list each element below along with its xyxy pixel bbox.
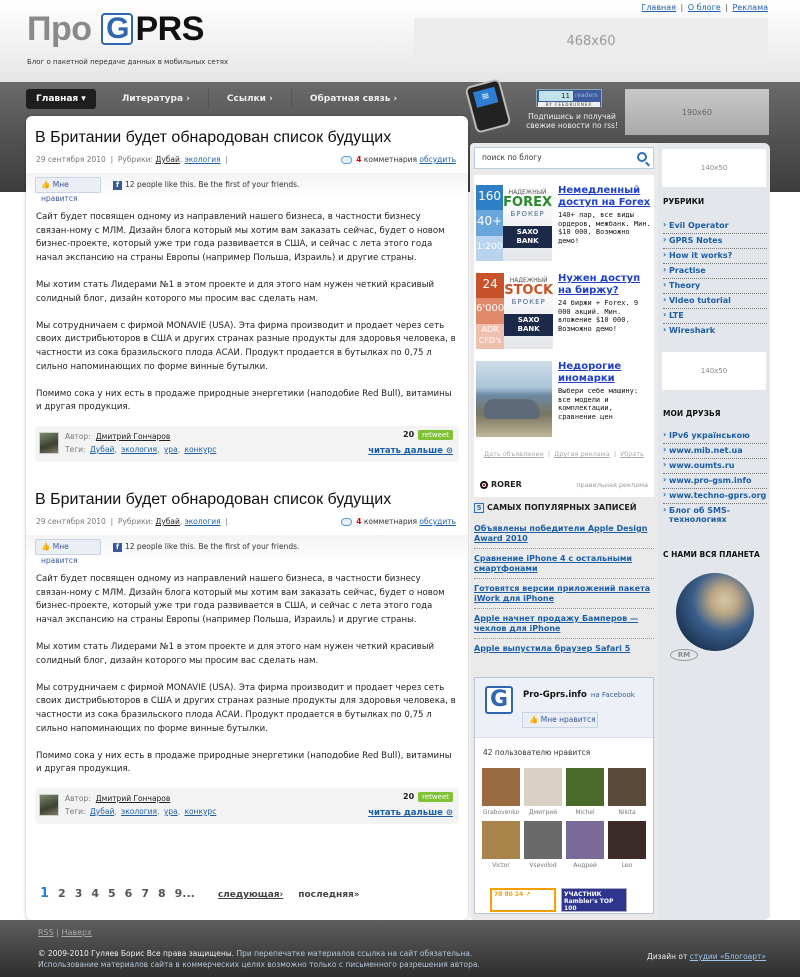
copyright-text: © 2009-2010 Гуляев Борис Все права защищены. (38, 949, 235, 958)
tag-link[interactable]: конкурс (184, 807, 217, 816)
popular-link[interactable]: Apple выпустила браузер Safari 5 (474, 644, 631, 653)
retweet-widget (403, 430, 453, 440)
ad-other-link[interactable]: Другая реклама (554, 450, 610, 458)
page-link[interactable]: 5 (108, 887, 116, 900)
fan-name: Дмитрий (528, 809, 558, 816)
nav-item-feedback[interactable]: Обратная связь › (309, 94, 398, 104)
ad-block (474, 175, 654, 497)
ad-stat: 1:200 (476, 236, 503, 261)
rorer-label: RORER (491, 480, 522, 489)
fb-like-bar (26, 535, 468, 565)
pagination (40, 886, 360, 901)
rorer-tagline: правильная реклама (576, 481, 648, 489)
fan-name: Victor (492, 862, 510, 869)
fb-like-count-text: 12 people like this. Be the first of your friends. (125, 180, 300, 189)
tag-link[interactable]: экология (121, 445, 158, 454)
retweet-count: 20 (403, 792, 415, 801)
friend-link[interactable]: › IPv6 українською (663, 429, 767, 444)
rubric-item[interactable]: › Practise (663, 264, 767, 279)
ad-stat: 6'000 (476, 298, 504, 323)
rubrics-list (663, 219, 767, 338)
ad-img-big: STOCK (504, 283, 554, 298)
fb-like-button[interactable]: 👍 Мне нравится (35, 177, 101, 193)
popular-link[interactable]: Apple начнет продажу Бамперов — чехлов для iPhone (474, 614, 639, 633)
facebook-icon: f (113, 543, 122, 552)
page-link[interactable]: 9... (174, 887, 195, 900)
tag-link[interactable]: ура (163, 445, 178, 454)
post-body (36, 573, 456, 791)
rubrics-label: Рубрики: (117, 517, 154, 526)
retweet-button[interactable]: retweet (418, 430, 453, 440)
ad-stat: 160 (476, 185, 503, 210)
banner-468x60[interactable]: 468x60 (414, 18, 768, 64)
comments-info (341, 155, 456, 164)
retweet-button[interactable]: retweet (418, 792, 453, 802)
rorer-icon (480, 481, 488, 489)
fb-page-link[interactable]: Pro-Gprs.info (523, 690, 587, 700)
author-link[interactable]: Дмитрий Гончаров (95, 794, 171, 803)
fb-like-text (113, 542, 299, 552)
ad-img-broker: БРОКЕР (510, 210, 545, 218)
page-link[interactable]: 4 (91, 887, 100, 900)
logo-g-icon: G (101, 13, 133, 45)
fan-item[interactable] (482, 821, 520, 869)
popular-title (474, 503, 654, 513)
ad-desc: 24 биржи + Forex. 9 000 акций. Мин. вложение $10 000. Возможно демо! (558, 299, 639, 333)
sidebar-left (470, 143, 658, 920)
tags-label: Теги: (65, 445, 86, 454)
rss-phone-icon[interactable]: ≋ (464, 78, 511, 134)
page-link[interactable]: 3 (74, 887, 83, 900)
author-link[interactable]: Дмитрий Гончаров (95, 432, 171, 441)
author-line (65, 432, 170, 441)
author-label: Автор: (65, 794, 91, 803)
fan-item[interactable] (524, 768, 562, 816)
feedburner-by: BY FEEDBURNER (538, 102, 600, 107)
logo-text-prs: PRS (135, 10, 204, 48)
author-label: Автор: (65, 432, 91, 441)
to-top-link[interactable]: Наверх (61, 928, 92, 937)
design-label: Дизайн от (646, 952, 688, 961)
rubric-item[interactable]: › Wireshark (663, 324, 767, 338)
nav-item-links[interactable]: Ссылки › (209, 89, 292, 109)
popular-posts (474, 503, 654, 661)
planet-title: С НАМИ ВСЯ ПЛАНЕТА (663, 550, 760, 559)
retweet-count: 20 (403, 430, 415, 439)
post-meta: 29 сентября 2010 | Рубрики: Дубай, экология | 4 комметнария обсудить (36, 517, 456, 526)
fb-fans-grid (482, 768, 650, 869)
rubric-link[interactable]: Дубай (155, 155, 180, 164)
rorer-logo[interactable] (480, 480, 522, 489)
logo-text-pro: Про (27, 10, 92, 48)
subscribe-text: Подпишись и получай свежие новости по rss! (526, 112, 618, 130)
post-paragraph: Сайт будет посвящен одному из направлений нашего бизнеса, в частности бизнесу связан-ному с МЛМ. Дизайн блога который мы хотим вам заказать сейчас, будет о новом бизнес-проекте, который уже три года развивается в США, и сейчас с лета этого года начал экспансию на страны Европы (например Польша, Израиль) и другие страны. (36, 574, 445, 625)
site-logo[interactable] (27, 12, 204, 46)
post-paragraph: Мы хотим стать Лидерами №1 в этом проекте и для этого нам нужен четкий красивый солидный блог, дизайн которого мы просим вас сделать нам. (36, 641, 435, 666)
discuss-link[interactable]: обсудить (419, 517, 456, 526)
ad-img-top: НАДЕЖНЫЙ (509, 277, 548, 284)
reprint-notice: При перепечатке материалов ссылка на сайт обязательна. (236, 949, 473, 958)
number-five-icon: 5 (474, 503, 484, 513)
rubric-link[interactable]: Дубай (155, 517, 180, 526)
banner-140x50[interactable]: 140x50 (662, 149, 766, 187)
page-current: 1 (40, 886, 50, 901)
top-link-home[interactable]: Главная (641, 3, 676, 12)
saxo-bank-logo: SAXO BANK (503, 226, 552, 248)
tags-line: Теги: Дубай, экология, ура, конкурс (65, 807, 217, 816)
tag-link[interactable]: ура (163, 807, 178, 816)
counter-badges (490, 888, 627, 912)
site-footer (0, 920, 800, 977)
discuss-link[interactable]: обсудить (419, 155, 456, 164)
main-content (26, 116, 468, 920)
fan-name: Nikita (618, 809, 636, 816)
ad-links: Дать объявление | Другая реклама | Убрать (484, 450, 644, 458)
fan-name: Michel (575, 809, 595, 816)
ad-stat: 40+ (476, 210, 503, 235)
friends-list (663, 429, 767, 527)
post-footer (35, 426, 459, 462)
fb-like-label: Мне нравится (41, 180, 78, 203)
rss-link[interactable]: RSS (38, 928, 54, 937)
site-header (0, 0, 800, 82)
saxo-bank-logo: SAXO BANK (504, 314, 553, 336)
ad-img-broker: БРОКЕР (511, 298, 546, 306)
author-avatar (39, 794, 59, 816)
retweet-widget (403, 792, 453, 802)
post-paragraph: Мы хотим стать Лидерами №1 в этом проекте и для этого нам нужен четкий красивый солидный блог, дизайн которого мы просим вас сделать нам. (36, 279, 435, 304)
rubric-link[interactable]: экология (184, 517, 221, 526)
ad-img-big: FOREX (503, 195, 552, 210)
ad-title[interactable]: Недорогие иномарки (558, 361, 622, 384)
read-more-label: читать дальше (368, 808, 443, 818)
rubric-item[interactable]: › Evil Operator (663, 219, 767, 234)
ad-forex-image (476, 185, 552, 261)
feedburner-count: 11 (539, 91, 573, 101)
rubric-item[interactable]: › Theory (663, 279, 767, 294)
comments-info (341, 517, 456, 526)
fb-like-text (113, 180, 299, 190)
read-more-link[interactable]: читать дальше ⊙ (368, 808, 453, 818)
ad-remove-link[interactable]: Убрать (620, 450, 644, 458)
search-icon[interactable] (637, 152, 647, 162)
post-date: 29 сентября 2010 (36, 517, 106, 526)
fan-item[interactable] (482, 768, 520, 816)
comments-count: 4 (356, 517, 362, 526)
on-facebook-link[interactable]: на Facebook (590, 691, 635, 699)
fb-box-like-button[interactable]: 👍 Мне нравится (522, 712, 598, 728)
search-placeholder: поиск по блогу (482, 153, 542, 162)
design-studio-link[interactable]: студии «Блогоарт» (689, 952, 766, 961)
fan-name: Андрей (573, 862, 597, 869)
page-link[interactable]: 7 (141, 887, 149, 900)
car-image (476, 361, 552, 437)
fan-name: Leo (621, 862, 633, 869)
author-avatar (39, 432, 59, 454)
friends-title: МОИ ДРУЗЬЯ (663, 409, 721, 418)
post-meta: 29 сентября 2010 | Рубрики: Дубай, экология | 4 комметнария обсудить (36, 155, 456, 164)
facebook-like-box (474, 677, 654, 914)
author-line (65, 794, 170, 803)
fb-like-label: Мне нравится (41, 542, 78, 565)
post-paragraph: Помимо сока у них есть в продаже природные энергетики (наподобие Red Bull), витамины и другая продукция. (36, 750, 452, 775)
rubric-item[interactable]: › GPRS Notes (663, 234, 767, 249)
ad-title[interactable]: Нужен доступ на биржу? (558, 273, 641, 296)
post-title[interactable]: В Британии будет обнародован список будущих (35, 491, 392, 508)
friend-link[interactable]: › Блог об SMS-технологиях (663, 504, 767, 527)
tag-link[interactable]: экология (121, 807, 158, 816)
main-nav (26, 89, 415, 109)
fb-fans-count: 42 пользователю нравится (483, 748, 591, 757)
fan-item[interactable] (524, 821, 562, 869)
ad-place-link[interactable]: Дать объявление (484, 450, 544, 458)
sidebar-right (658, 143, 770, 920)
post-footer (35, 788, 459, 824)
banner-140x50[interactable]: 140x50 (662, 352, 766, 390)
page-logo-g-icon[interactable]: G (485, 686, 513, 714)
post-date: 29 сентября 2010 (36, 155, 106, 164)
nav-item-home[interactable]: Главная ▾ (26, 89, 96, 109)
facebook-icon: f (113, 181, 122, 190)
fan-name: Vsevolod (529, 862, 557, 869)
ad-title[interactable]: Немедленный доступ на Forex (558, 185, 651, 208)
post-paragraph: Мы сотрудничаем с фирмой MONAVIE (USA). Эта фирма производит и продает через сеть своих дистрибьюторов в США и других странах разные продукты для здоровья человека, в частности из сока бразильского плода АСАИ. Продукт продается в бутылках по 0,75 л сильно напоминающих по форме винные бутылки. (36, 682, 456, 734)
comments-label: комметнария (363, 155, 417, 164)
banner-190x60[interactable]: 190x60 (625, 89, 769, 135)
rambler-top100-badge[interactable]: УЧАСТНИК Rambler's TOP 100 (561, 888, 627, 912)
fan-name: Grabovenko (482, 809, 520, 816)
tags-line: Теги: Дубай, экология, ура, конкурс (65, 445, 217, 454)
rubric-item[interactable]: › Video tutorial (663, 294, 767, 309)
page-link[interactable]: 8 (157, 887, 166, 900)
friend-link[interactable]: › www.techno-gprs.org (663, 489, 767, 504)
comment-bubble-icon (341, 156, 352, 164)
ad-img-top: НАДЕЖНЫЙ (508, 189, 547, 196)
copyright (38, 949, 472, 958)
tags-label: Теги: (65, 807, 86, 816)
rubrics-label: Рубрики: (117, 155, 154, 164)
post-paragraph: Помимо сока у них есть в продаже природные энергетики (наподобие Red Bull), витамины и другая продукция. (36, 388, 452, 413)
last-page-link[interactable]: последняя» (298, 890, 360, 900)
popular-title-text: САМЫХ ПОПУЛЯРНЫХ ЗАПИСЕЙ (487, 503, 637, 512)
rubric-item[interactable]: › How it works? (663, 249, 767, 264)
post-paragraph: Сайт будет посвящен одному из направлений нашего бизнеса, в частности бизнесу связан-ному с МЛМ. Дизайн блога который мы хотим вам заказать сейчас, будет о новом бизнес-проекте, который уже три года развивается в США, и сейчас с лета этого года начал экспансию на страны Европы (например Польша, Израиль) и другие страны. (36, 212, 445, 263)
popular-link[interactable]: Сравнение iPhone 4 с остальными смартфонами (474, 554, 633, 573)
ad-desc: 140+ пар, все виды ордеров, межбанк. Мин. $10 000. Возможно демо! (558, 211, 651, 245)
friend-link[interactable]: › www.pro-gsm.info (663, 474, 767, 489)
popular-link[interactable]: Объявлены победители Apple Design Award 2010 (474, 524, 648, 543)
ad-stat: ADR CFD's (476, 324, 504, 349)
next-page-link[interactable]: следующая› (217, 890, 284, 900)
feedburner-readers: readers (575, 92, 598, 99)
top-links: Главная | О блоге | Реклама (641, 3, 768, 12)
comment-bubble-icon (341, 518, 352, 526)
fan-item[interactable] (566, 821, 604, 869)
post-paragraph: Мы сотрудничаем с фирмой MONAVIE (USA). Эта фирма производит и продает через сеть своих дистрибьюторов в США и других странах разные продукты для здоровья человека, в частности из сока бразильского плода АСАИ. Продукт продается в бутылках по 0,75 л сильно напоминающих по форме винные бутылки. (36, 320, 456, 372)
design-credit (647, 952, 766, 961)
tag-link[interactable]: конкурс (184, 445, 217, 454)
top-link-about[interactable]: О блоге (687, 3, 721, 12)
rubric-item[interactable]: › LTE (663, 309, 767, 324)
tagline: Блог о пакетной передаче данных в мобильных сетях (27, 58, 229, 66)
liveinternet-counter[interactable]: 78 80 14 ↗ (490, 888, 556, 912)
ad-stock-image (476, 273, 552, 349)
fb-like-button[interactable]: 👍 Мне нравится (35, 539, 101, 555)
read-more-link[interactable]: читать дальше ⊙ (368, 446, 453, 456)
friend-link[interactable]: › www.mib.net.ua (663, 444, 767, 459)
tag-link[interactable]: Дубай (89, 445, 115, 454)
comments-label: комметнария (363, 517, 417, 526)
fan-item[interactable] (566, 768, 604, 816)
comments-count: 4 (356, 155, 362, 164)
revolvermaps-logo[interactable]: RM (670, 649, 698, 661)
tag-link[interactable]: Дубай (89, 807, 115, 816)
ad-desc: Выбери себе машину: все модели и комплектации, сравнение цен (558, 387, 639, 421)
rubric-link[interactable]: экология (184, 155, 221, 164)
feedburner-counter[interactable] (536, 89, 602, 107)
ad-stat: 24 (476, 273, 504, 298)
fb-like-count-text: 12 people like this. Be the first of your friends. (125, 542, 300, 551)
fan-item[interactable] (608, 768, 646, 816)
fb-like-bar (26, 173, 468, 203)
fb-box-like-label: Мне нравится (540, 715, 596, 724)
footer-links: RSS | Наверх (38, 928, 92, 937)
rubrics-title: РУБРИКИ (663, 197, 705, 206)
top-link-ads[interactable]: Реклама (732, 3, 768, 12)
post-title[interactable]: В Британии будет обнародован список будущих (35, 129, 392, 146)
search-input[interactable] (474, 147, 654, 169)
page-link[interactable]: 6 (124, 887, 133, 900)
nav-item-literature[interactable]: Литература › (104, 89, 209, 109)
read-more-label: читать дальше (368, 446, 443, 456)
fb-page-name (523, 690, 635, 700)
fan-item[interactable] (608, 821, 646, 869)
friend-link[interactable]: › www.oumts.ru (663, 459, 767, 474)
globe-icon[interactable] (676, 573, 754, 651)
post-body (36, 211, 456, 429)
page-link[interactable]: 2 (58, 887, 66, 900)
commercial-notice: Использование материалов сайта в коммерческих целях возможно только с письменного разрешения автора. (38, 960, 480, 969)
popular-link[interactable]: Готовятся версии приложений пакета iWork для iPhone (474, 584, 651, 603)
